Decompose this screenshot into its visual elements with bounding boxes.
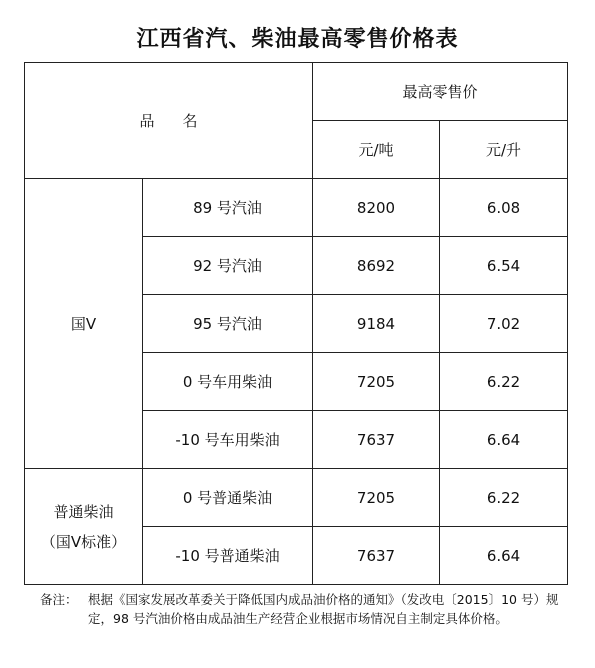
price-per-liter-cell: 6.64 [440,527,568,585]
category-ordinary-diesel [25,469,143,585]
price-per-ton-cell: 9184 [313,295,440,353]
category-guo5: 国Ⅴ [25,179,143,469]
price-per-ton-cell: 7637 [313,527,440,585]
header-row [25,63,568,121]
price-per-ton-cell: 7205 [313,353,440,411]
price-per-liter-cell: 7.02 [440,295,568,353]
product-cell: 95 号汽油 [143,295,313,353]
product-cell: -10 号车用柴油 [143,411,313,469]
footnote [40,590,575,628]
unit-ton-header: 元/吨 [313,121,440,179]
category-line2: （国Ⅴ标准） [40,532,127,551]
product-cell: 92 号汽油 [143,237,313,295]
price-per-ton-cell: 8692 [313,237,440,295]
price-per-liter-cell: 6.22 [440,353,568,411]
table-row [25,469,568,527]
product-cell: 0 号车用柴油 [143,353,313,411]
price-per-liter-cell: 6.54 [440,237,568,295]
price-per-ton-cell: 8200 [313,179,440,237]
product-cell: -10 号普通柴油 [143,527,313,585]
unit-liter-header: 元/升 [440,121,568,179]
category-line1: 普通柴油 [53,502,114,521]
price-per-ton-cell: 7637 [313,411,440,469]
price-per-liter-cell: 6.64 [440,411,568,469]
price-per-liter-cell: 6.08 [440,179,568,237]
page-title: 江西省汽、柴油最高零售价格表 [136,26,459,52]
product-cell: 0 号普通柴油 [143,469,313,527]
price-table [24,62,568,585]
footnote-text: 根据《国家发展改革委关于降低国内成品油价格的通知》（发改电〔2015〕10 号）规定，98 号汽油价格由成品油生产经营企业根据市场情况自主制定具体价格。 [88,592,559,626]
price-per-liter-cell: 6.22 [440,469,568,527]
max-retail-price-header: 最高零售价 [313,63,568,121]
price-per-ton-cell: 7205 [313,469,440,527]
footnote-label: 备注： [40,592,78,607]
product-cell: 89 号汽油 [143,179,313,237]
table-row [25,179,568,237]
product-name-header: 品名 [25,63,313,179]
